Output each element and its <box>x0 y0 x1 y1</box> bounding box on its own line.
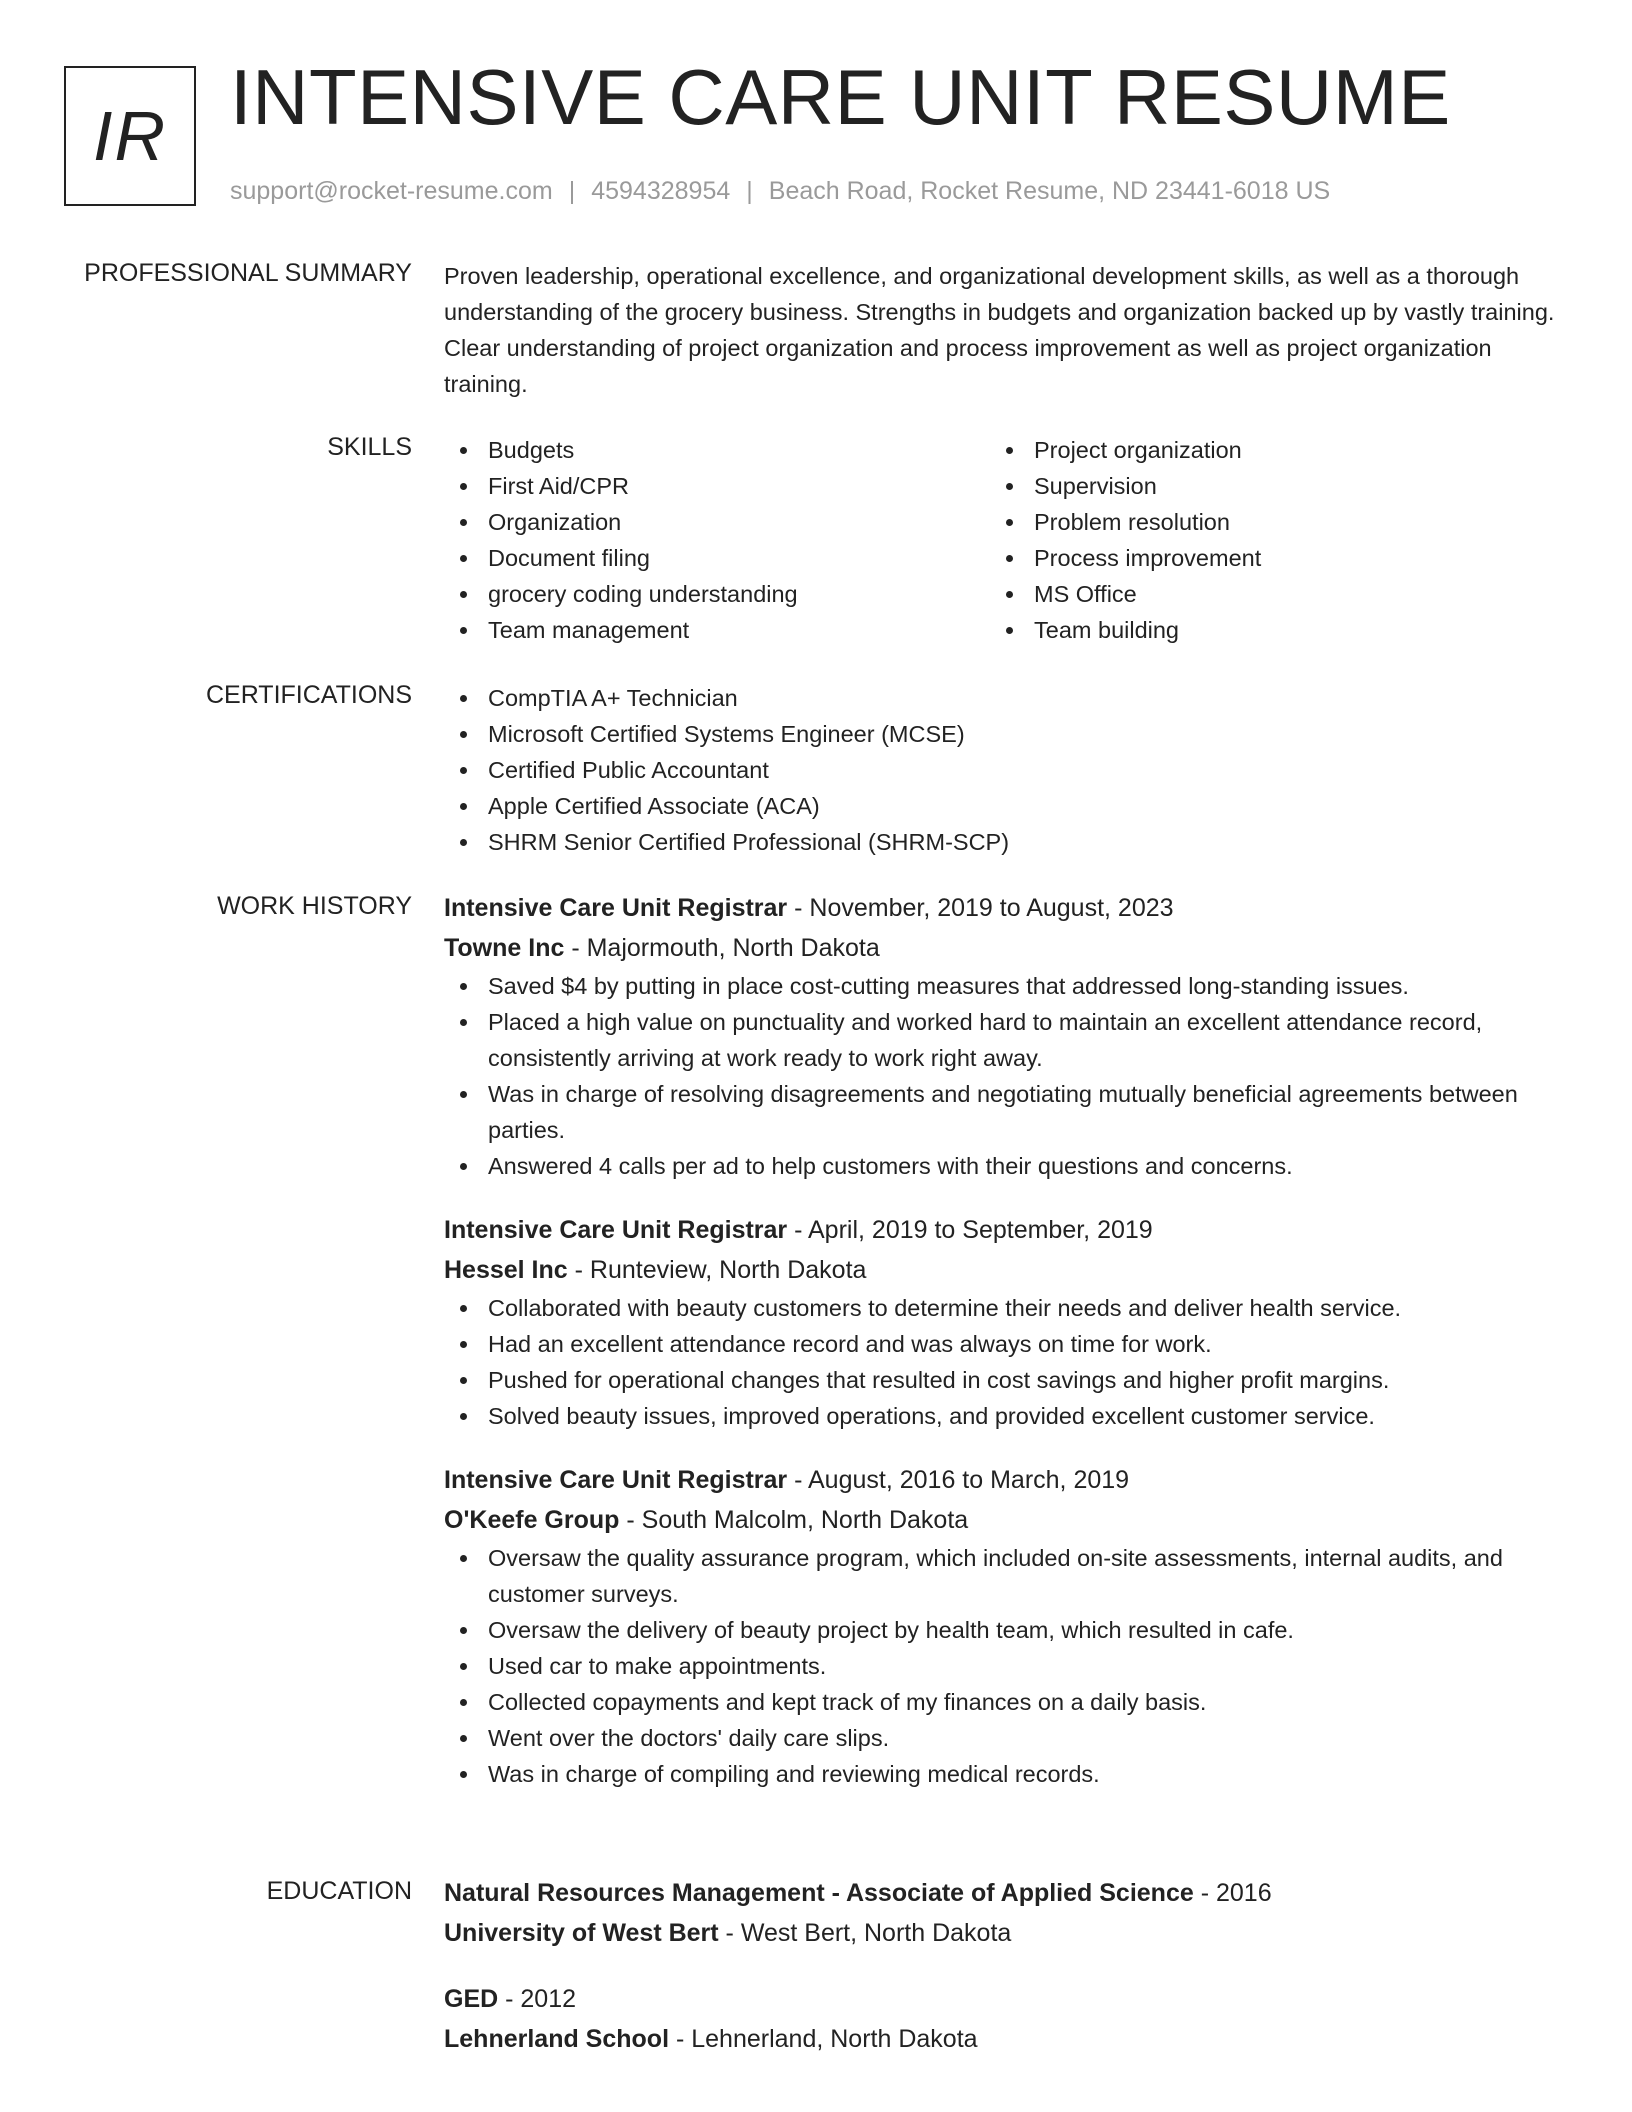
job-bullet-text: Collected copayments and kept track of my finances on a daily basis. <box>488 1689 1207 1715</box>
contact-address: Beach Road, Rocket Resume, ND 23441-6018 US <box>768 177 1331 205</box>
bullet-dot-icon <box>460 1341 467 1348</box>
job-company: Towne Inc <box>444 934 565 962</box>
job-bullet-list <box>444 1540 1564 1792</box>
skill-item-text: Problem resolution <box>1034 509 1230 535</box>
education-degree: GED <box>444 1985 499 2013</box>
monogram-badge: IR <box>64 66 196 206</box>
job-bullet <box>444 1756 1564 1792</box>
job-bullet <box>444 1684 1564 1720</box>
bullet-dot-icon <box>460 1377 467 1384</box>
job-company-line <box>444 928 1564 968</box>
job-bullet-text: Went over the doctors' daily care slips. <box>488 1725 890 1751</box>
job-title-line <box>444 1210 1564 1250</box>
bullet-dot-icon <box>460 767 467 774</box>
summary-text: Proven leadership, operational excellence, and organizational development skills, as well as a thorough understanding of the grocery business. Strengths in budgets and organization backed up by vastly training. Clear understanding of project organization and process improvement as well as project organization training. <box>444 263 1555 397</box>
skill-item <box>990 612 1536 648</box>
skill-item-text: Team management <box>488 617 690 643</box>
job-bullet-text: Oversaw the delivery of beauty project by health team, which resulted in cafe. <box>488 1617 1294 1643</box>
job-title: Intensive Care Unit Registrar <box>444 1466 788 1494</box>
skill-item-text: Project organization <box>1034 437 1242 463</box>
certification-item-text: Certified Public Accountant <box>488 757 769 783</box>
education-year: - 2012 <box>498 1985 577 2013</box>
job-company-line <box>444 1250 1564 1290</box>
skills-list-right <box>990 432 1536 648</box>
certification-item-text: SHRM Senior Certified Professional (SHRM-SCP) <box>488 829 1010 855</box>
skill-item-text: grocery coding understanding <box>488 581 798 607</box>
job-bullet-text: Oversaw the quality assurance program, which included on-site assessments, internal audits, and customer surveys. <box>488 1545 1503 1607</box>
job-bullet-text: Answered 4 calls per ad to help customers with their questions and concerns. <box>488 1153 1293 1179</box>
bullet-dot-icon <box>460 555 467 562</box>
education-school-line <box>444 1913 1564 1953</box>
bullet-dot-icon <box>460 519 467 526</box>
resume-title: INTENSIVE CARE UNIT RESUME <box>230 53 1451 141</box>
education-year: - 2016 <box>1193 1879 1272 1907</box>
bullet-dot-icon <box>460 1555 467 1562</box>
skill-item <box>990 432 1536 468</box>
education-school-line <box>444 2019 1564 2059</box>
job-location: - South Malcolm, North Dakota <box>619 1506 969 1534</box>
job-dates: - November, 2019 to August, 2023 <box>787 894 1174 922</box>
certification-item <box>444 788 1564 824</box>
skill-item <box>444 540 990 576</box>
skill-item <box>990 576 1536 612</box>
job-title-line <box>444 1460 1564 1500</box>
certification-item <box>444 680 1564 716</box>
education-heading: EDUCATION <box>266 1877 412 1905</box>
job-bullet <box>444 1612 1564 1648</box>
bullet-dot-icon <box>1006 519 1013 526</box>
skill-item-text: Document filing <box>488 545 650 571</box>
job-bullet-text: Was in charge of resolving disagreements and negotiating mutually beneficial agreements between parties. <box>488 1081 1518 1143</box>
contact-email[interactable]: support@rocket-resume.com <box>230 177 553 205</box>
bullet-dot-icon <box>460 627 467 634</box>
job-bullet <box>444 1648 1564 1684</box>
education-entry <box>444 1979 1564 2059</box>
education-location: - West Bert, North Dakota <box>718 1919 1012 1947</box>
education-location: - Lehnerland, North Dakota <box>669 2025 978 2053</box>
job-dates: - April, 2019 to September, 2019 <box>787 1216 1153 1244</box>
bullet-dot-icon <box>460 1305 467 1312</box>
certification-item <box>444 716 1564 752</box>
skills-list-left <box>444 432 990 648</box>
education-degree-line <box>444 1873 1564 1913</box>
bullet-dot-icon <box>460 695 467 702</box>
job-company: O'Keefe Group <box>444 1506 620 1534</box>
skill-item <box>444 432 990 468</box>
bullet-dot-icon <box>460 447 467 454</box>
bullet-dot-icon <box>460 731 467 738</box>
job-title: Intensive Care Unit Registrar <box>444 1216 788 1244</box>
certification-item-text: CompTIA A+ Technician <box>488 685 738 711</box>
job-location: - Runteview, North Dakota <box>567 1256 867 1284</box>
job-bullet <box>444 1540 1564 1612</box>
certifications-heading: CERTIFICATIONS <box>205 681 412 709</box>
education-degree: Natural Resources Management - Associate of Applied Science <box>444 1879 1194 1907</box>
job-entry <box>444 1210 1564 1434</box>
work-history-heading: WORK HISTORY <box>217 892 412 920</box>
job-bullet <box>444 1004 1564 1076</box>
bullet-dot-icon <box>460 1091 467 1098</box>
job-dates: - August, 2016 to March, 2019 <box>787 1466 1130 1494</box>
skill-item-text: MS Office <box>1034 581 1137 607</box>
bullet-dot-icon <box>1006 627 1013 634</box>
skill-item <box>990 504 1536 540</box>
bullet-dot-icon <box>460 1163 467 1170</box>
education-school: Lehnerland School <box>444 2025 670 2053</box>
bullet-dot-icon <box>1006 591 1013 598</box>
bullet-dot-icon <box>460 1019 467 1026</box>
skill-item <box>444 504 990 540</box>
skill-item-text: Organization <box>488 509 622 535</box>
work-history-body <box>444 888 1564 1818</box>
skill-item-text: Team building <box>1034 617 1180 643</box>
bullet-dot-icon <box>1006 447 1013 454</box>
job-bullet <box>444 1326 1564 1362</box>
job-bullet-text: Solved beauty issues, improved operations, and provided excellent customer service. <box>488 1403 1375 1429</box>
bullet-dot-icon <box>460 803 467 810</box>
bullet-dot-icon <box>1006 555 1013 562</box>
skill-item <box>444 576 990 612</box>
job-bullet <box>444 1290 1564 1326</box>
skills-heading: SKILLS <box>327 433 412 461</box>
job-company: Hessel Inc <box>444 1256 568 1284</box>
bullet-dot-icon <box>460 591 467 598</box>
bullet-dot-icon <box>460 483 467 490</box>
job-bullet <box>444 1148 1564 1184</box>
job-bullet <box>444 1076 1564 1148</box>
certification-item <box>444 752 1564 788</box>
job-title-line <box>444 888 1564 928</box>
job-bullet-text: Used car to make appointments. <box>488 1653 827 1679</box>
job-bullet-text: Placed a high value on punctuality and worked hard to maintain an excellent attendance record, consistently arriving at work ready to work right away. <box>488 1009 1483 1071</box>
certification-item <box>444 824 1564 860</box>
contact-separator: | <box>568 177 576 205</box>
bullet-dot-icon <box>1006 483 1013 490</box>
job-bullet-text: Was in charge of compiling and reviewing medical records. <box>488 1761 1100 1787</box>
contact-separator: | <box>746 177 753 205</box>
education-school: University of West Bert <box>444 1919 719 1947</box>
education-degree-line <box>444 1979 1564 2019</box>
job-bullet <box>444 1398 1564 1434</box>
skill-item-text: First Aid/CPR <box>488 473 630 499</box>
skill-item-text: Process improvement <box>1034 545 1262 571</box>
bullet-dot-icon <box>460 1413 467 1420</box>
certification-item-text: Microsoft Certified Systems Engineer (MCSE) <box>488 721 965 747</box>
skill-item <box>990 540 1536 576</box>
contact-phone[interactable]: 4594328954 <box>591 177 731 205</box>
bullet-dot-icon <box>460 1771 467 1778</box>
job-location: - Majormouth, North Dakota <box>564 934 880 962</box>
job-bullet-text: Had an excellent attendance record and was always on time for work. <box>488 1331 1212 1357</box>
job-bullet <box>444 1362 1564 1398</box>
education-body <box>444 1873 1564 2085</box>
summary-heading: PROFESSIONAL SUMMARY <box>84 259 412 287</box>
job-bullet <box>444 1720 1564 1756</box>
education-entry <box>444 1873 1564 1953</box>
skill-item-text: Supervision <box>1034 473 1157 499</box>
certifications-list <box>444 680 1564 860</box>
contact-line <box>230 176 1330 206</box>
job-bullet <box>444 968 1564 1004</box>
bullet-dot-icon <box>460 983 467 990</box>
skill-item <box>444 468 990 504</box>
job-bullet-list <box>444 968 1564 1184</box>
job-entry <box>444 1460 1564 1792</box>
job-bullet-text: Pushed for operational changes that resulted in cost savings and higher profit margins. <box>488 1367 1390 1393</box>
certification-item-text: Apple Certified Associate (ACA) <box>488 793 820 819</box>
bullet-dot-icon <box>460 839 467 846</box>
bullet-dot-icon <box>460 1663 467 1670</box>
job-entry <box>444 888 1564 1184</box>
job-bullet-list <box>444 1290 1564 1434</box>
job-bullet-text: Collaborated with beauty customers to determine their needs and deliver health service. <box>488 1295 1402 1321</box>
bullet-dot-icon <box>460 1735 467 1742</box>
skill-item-text: Budgets <box>488 437 575 463</box>
job-title: Intensive Care Unit Registrar <box>444 894 788 922</box>
skill-item <box>444 612 990 648</box>
bullet-dot-icon <box>460 1627 467 1634</box>
bullet-dot-icon <box>460 1699 467 1706</box>
skill-item <box>990 468 1536 504</box>
job-company-line <box>444 1500 1564 1540</box>
job-bullet-text: Saved $4 by putting in place cost-cutting measures that addressed long-standing issues. <box>488 973 1409 999</box>
